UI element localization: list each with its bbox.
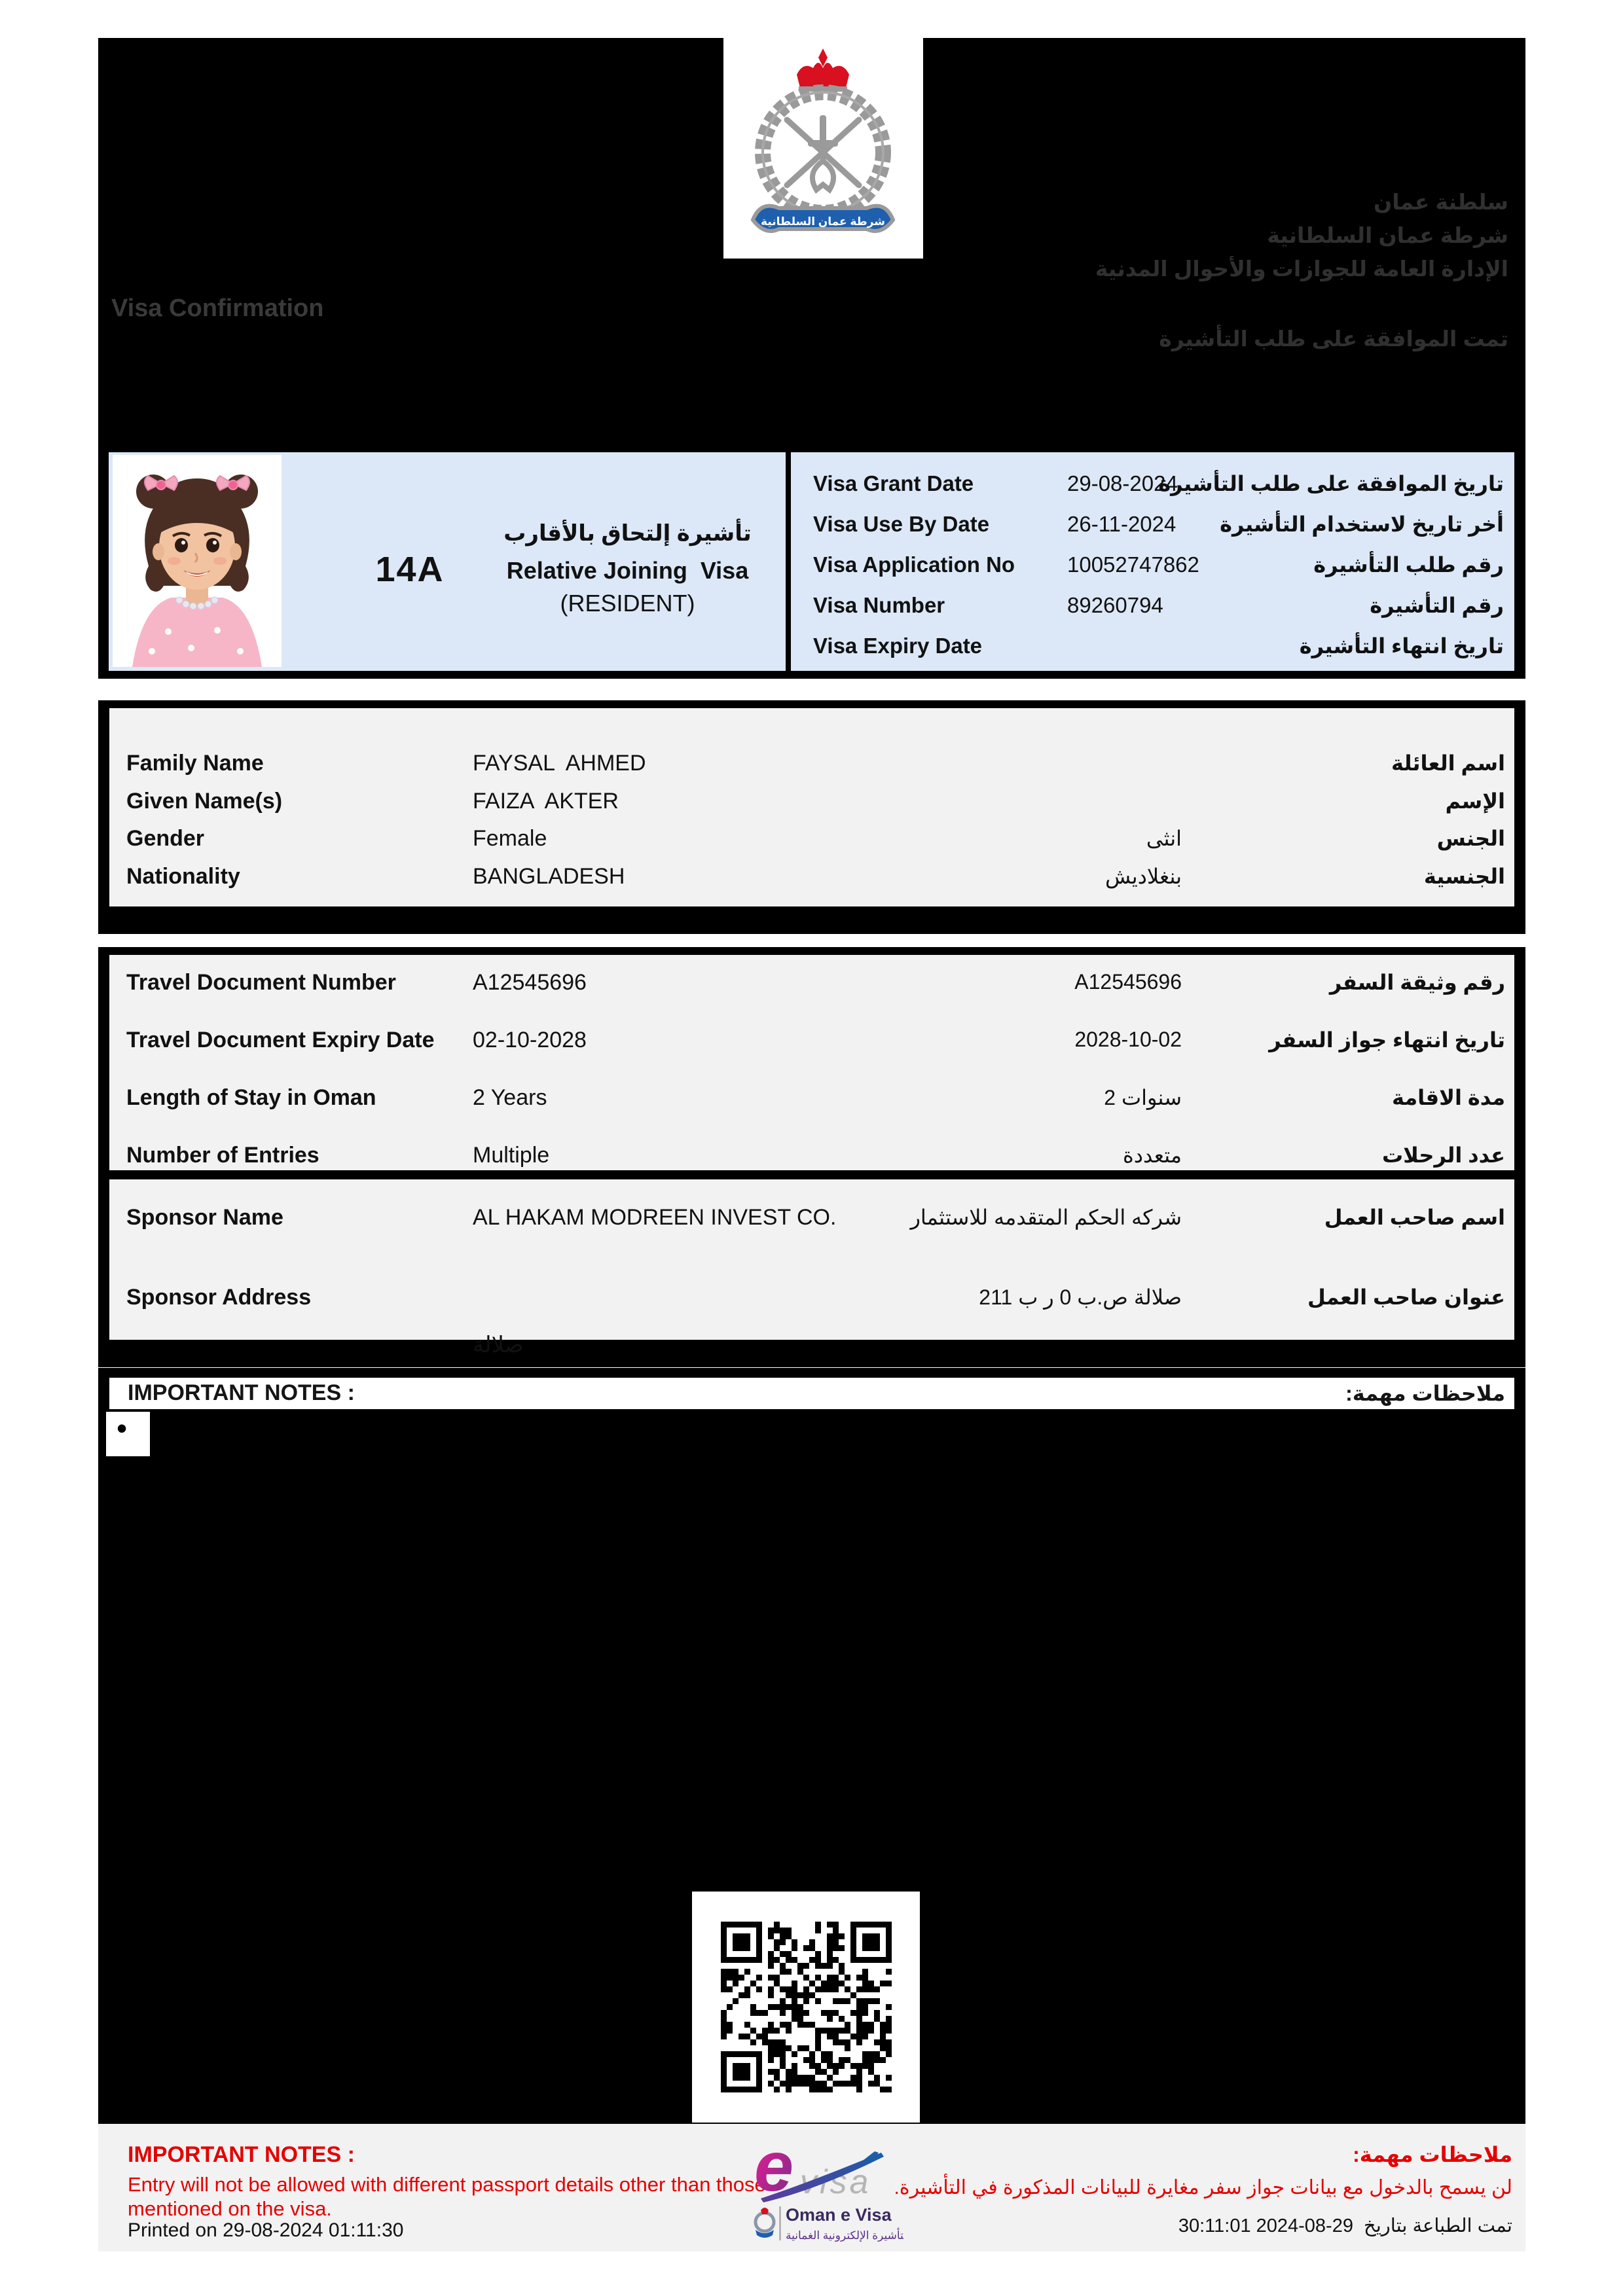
logo-e-letter: e [754, 2130, 794, 2206]
given-name-label: Given Name(s) [126, 789, 283, 814]
travel-doc-number-label: Travel Document Number [126, 970, 396, 995]
given-name-value: FAIZA AKTER [473, 789, 619, 814]
sponsor-address-label-ar: عنوان صاحب العمل [1307, 1285, 1505, 1309]
visa-expiry-date-label: Visa Expiry Date [813, 634, 983, 658]
sponsor-name-value: AL HAKAM MODREEN INVEST CO. [473, 1205, 837, 1230]
family-name-value: FAYSAL AHMED [473, 751, 646, 776]
printed-timestamp-en: Printed on 29-08-2024 01:11:30 [128, 2219, 404, 2241]
visa-number-label-ar: رقم التأشيرة [1370, 594, 1504, 617]
family-name-label: Family Name [126, 751, 264, 776]
number-of-entries-label: Number of Entries [126, 1143, 319, 1168]
footer-note-en: Entry will not be allowed with different passport details other than those mentioned on the visa. [128, 2173, 766, 2220]
oman-evisa-logo [753, 2130, 903, 2250]
travel-doc-number-value-ar: A12545696 [1074, 970, 1182, 994]
footer-notes-title-en: IMPORTANT NOTES : [128, 2142, 355, 2167]
gender-label-ar: الجنس [1436, 827, 1505, 850]
footer-notes-title-ar: ملاحظات مهمة: [1353, 2143, 1512, 2166]
visa-application-no-label: Visa Application No [813, 552, 1015, 577]
badge-ribbon-text: شرطة عمان السلطانية [761, 215, 885, 228]
printed-timestamp-ar [1178, 2214, 1512, 2237]
header-block [98, 38, 1525, 679]
number-of-entries-value: Multiple [473, 1143, 550, 1168]
travel-doc-expiry-label-ar: تاريخ انتهاء جواز السفر [1269, 1028, 1505, 1052]
number-of-entries-label-ar: عدد الرحلات [1381, 1143, 1505, 1167]
sponsor-address-line-1: صلالة [473, 1333, 524, 1357]
given-name-label-ar: الإسم [1445, 789, 1505, 813]
length-of-stay-label-ar: مدة الاقامة [1391, 1086, 1505, 1109]
family-name-label-ar: اسم العائلة [1391, 751, 1505, 775]
sponsor-table [98, 1172, 1525, 1367]
visa-type-english: Relative Joining Visa [506, 557, 749, 584]
logo-name-en: Oman e Visa [786, 2205, 892, 2225]
sponsor-address-label: Sponsor Address [126, 1285, 312, 1310]
header-ar-line-3: الإدارة العامة للجوازات والأحوال المدنية [1095, 257, 1508, 281]
notes-title-en: IMPORTANT NOTES : [128, 1380, 355, 1405]
logo-name-ar: التأشيرة الإلكترونية الغمانية [786, 2229, 903, 2242]
travel-document-table [98, 947, 1525, 1198]
header-ar-line-2: شرطة عمان السلطانية [1267, 223, 1508, 247]
visa-use-by-date-value: 26-11-2024 [1067, 512, 1176, 536]
logo-visa-word: visa [800, 2163, 871, 2201]
visa-application-no-row [109, 552, 1514, 581]
travel-doc-expiry-value: 02-10-2028 [473, 1028, 587, 1052]
visa-grant-date-value: 29-08-2024 [1067, 471, 1178, 495]
evisa-logo-icon [753, 2130, 903, 2250]
length-of-stay-value: 2 Years [473, 1085, 547, 1110]
nationality-label-ar: الجنسية [1423, 865, 1505, 888]
header-ar-line-1: سلطنة عمان [1374, 190, 1508, 214]
visa-type-resident: (RESIDENT) [560, 590, 695, 617]
visa-number-value: 89260794 [1067, 593, 1163, 617]
personal-details-table [98, 700, 1525, 934]
notes-bullet-box [106, 1412, 150, 1456]
bullet-marker: • [117, 1411, 128, 1445]
nationality-label: Nationality [126, 864, 240, 889]
sponsor-name-label: Sponsor Name [126, 1205, 283, 1230]
gender-label: Gender [126, 826, 205, 851]
travel-doc-number-label-ar: رقم وثيقة السفر [1329, 971, 1505, 994]
length-of-stay-value-ar: 2 سنوات [1104, 1086, 1182, 1109]
notes-title-bar [109, 1378, 1514, 1409]
nationality-value-ar: بنغلاديش [1104, 865, 1182, 888]
page-title: Visa Confirmation [111, 295, 324, 322]
visa-grant-date-label-ar: تاريخ الموافقة على طلب التأشيرة [1158, 472, 1504, 495]
travel-doc-expiry-value-ar: 2028-10-02 [1074, 1028, 1182, 1051]
travel-doc-expiry-label: Travel Document Expiry Date [126, 1028, 435, 1052]
footer-note-ar: لن يسمح بالدخول مع بيانات جواز سفر مغايرة للبيانات المذكورة في التأشيرة. [894, 2177, 1512, 2198]
sponsor-name-label-ar: اسم صاحب العمل [1324, 1206, 1505, 1229]
gender-value: Female [473, 826, 547, 851]
approval-status-arabic: تمت الموافقة على طلب التأشيرة [1159, 327, 1508, 351]
gender-value-ar: انثى [1146, 827, 1182, 850]
royal-oman-police-emblem [723, 38, 923, 259]
footer-band [98, 2124, 1525, 2251]
visa-expiry-date-row [109, 634, 1514, 662]
printed-ar-datetime: 30:11:01 2024-08-29 [1178, 2215, 1353, 2236]
notes-title-ar: ملاحظات مهمة: [1345, 1382, 1505, 1405]
visa-use-by-date-label-ar: أخر تاريخ لاستخدام التأشيرة [1220, 512, 1504, 536]
visa-application-no-label-ar: رقم طلب التأشيرة [1313, 553, 1504, 577]
number-of-entries-value-ar: متعددة [1122, 1143, 1182, 1167]
sponsor-address-value-ar: صلالة ص.ب 0 ر ب 211 [979, 1285, 1182, 1309]
visa-type-arabic: تأشيرة إلتحاق بالأقارب [503, 521, 752, 546]
visa-number-label: Visa Number [813, 593, 945, 617]
visa-number-row [109, 593, 1514, 622]
travel-doc-number-value: A12545696 [473, 970, 587, 995]
printed-ar-label: تمت الطباعة بتاريخ [1363, 2215, 1512, 2236]
police-badge-icon [741, 45, 905, 254]
visa-summary-panel [109, 452, 1514, 671]
visa-grant-date-row [109, 471, 1514, 500]
important-notes-section [98, 1368, 1525, 2124]
visa-application-no-value: 10052747862 [1067, 552, 1199, 577]
sponsor-name-value-ar: شركه الحكم المتقدمه للاستثمار [910, 1206, 1182, 1229]
length-of-stay-label: Length of Stay in Oman [126, 1085, 376, 1110]
visa-type-code: 14A [375, 550, 445, 589]
nationality-value: BANGLADESH [473, 864, 625, 889]
visa-grant-date-label: Visa Grant Date [813, 471, 974, 495]
visa-use-by-date-row [109, 512, 1514, 541]
header-arabic-lines [1095, 185, 1508, 285]
visa-expiry-date-label-ar: تاريخ انتهاء التأشيرة [1299, 634, 1504, 658]
visa-use-by-date-label: Visa Use By Date [813, 512, 990, 536]
qr-code [692, 1892, 920, 2123]
